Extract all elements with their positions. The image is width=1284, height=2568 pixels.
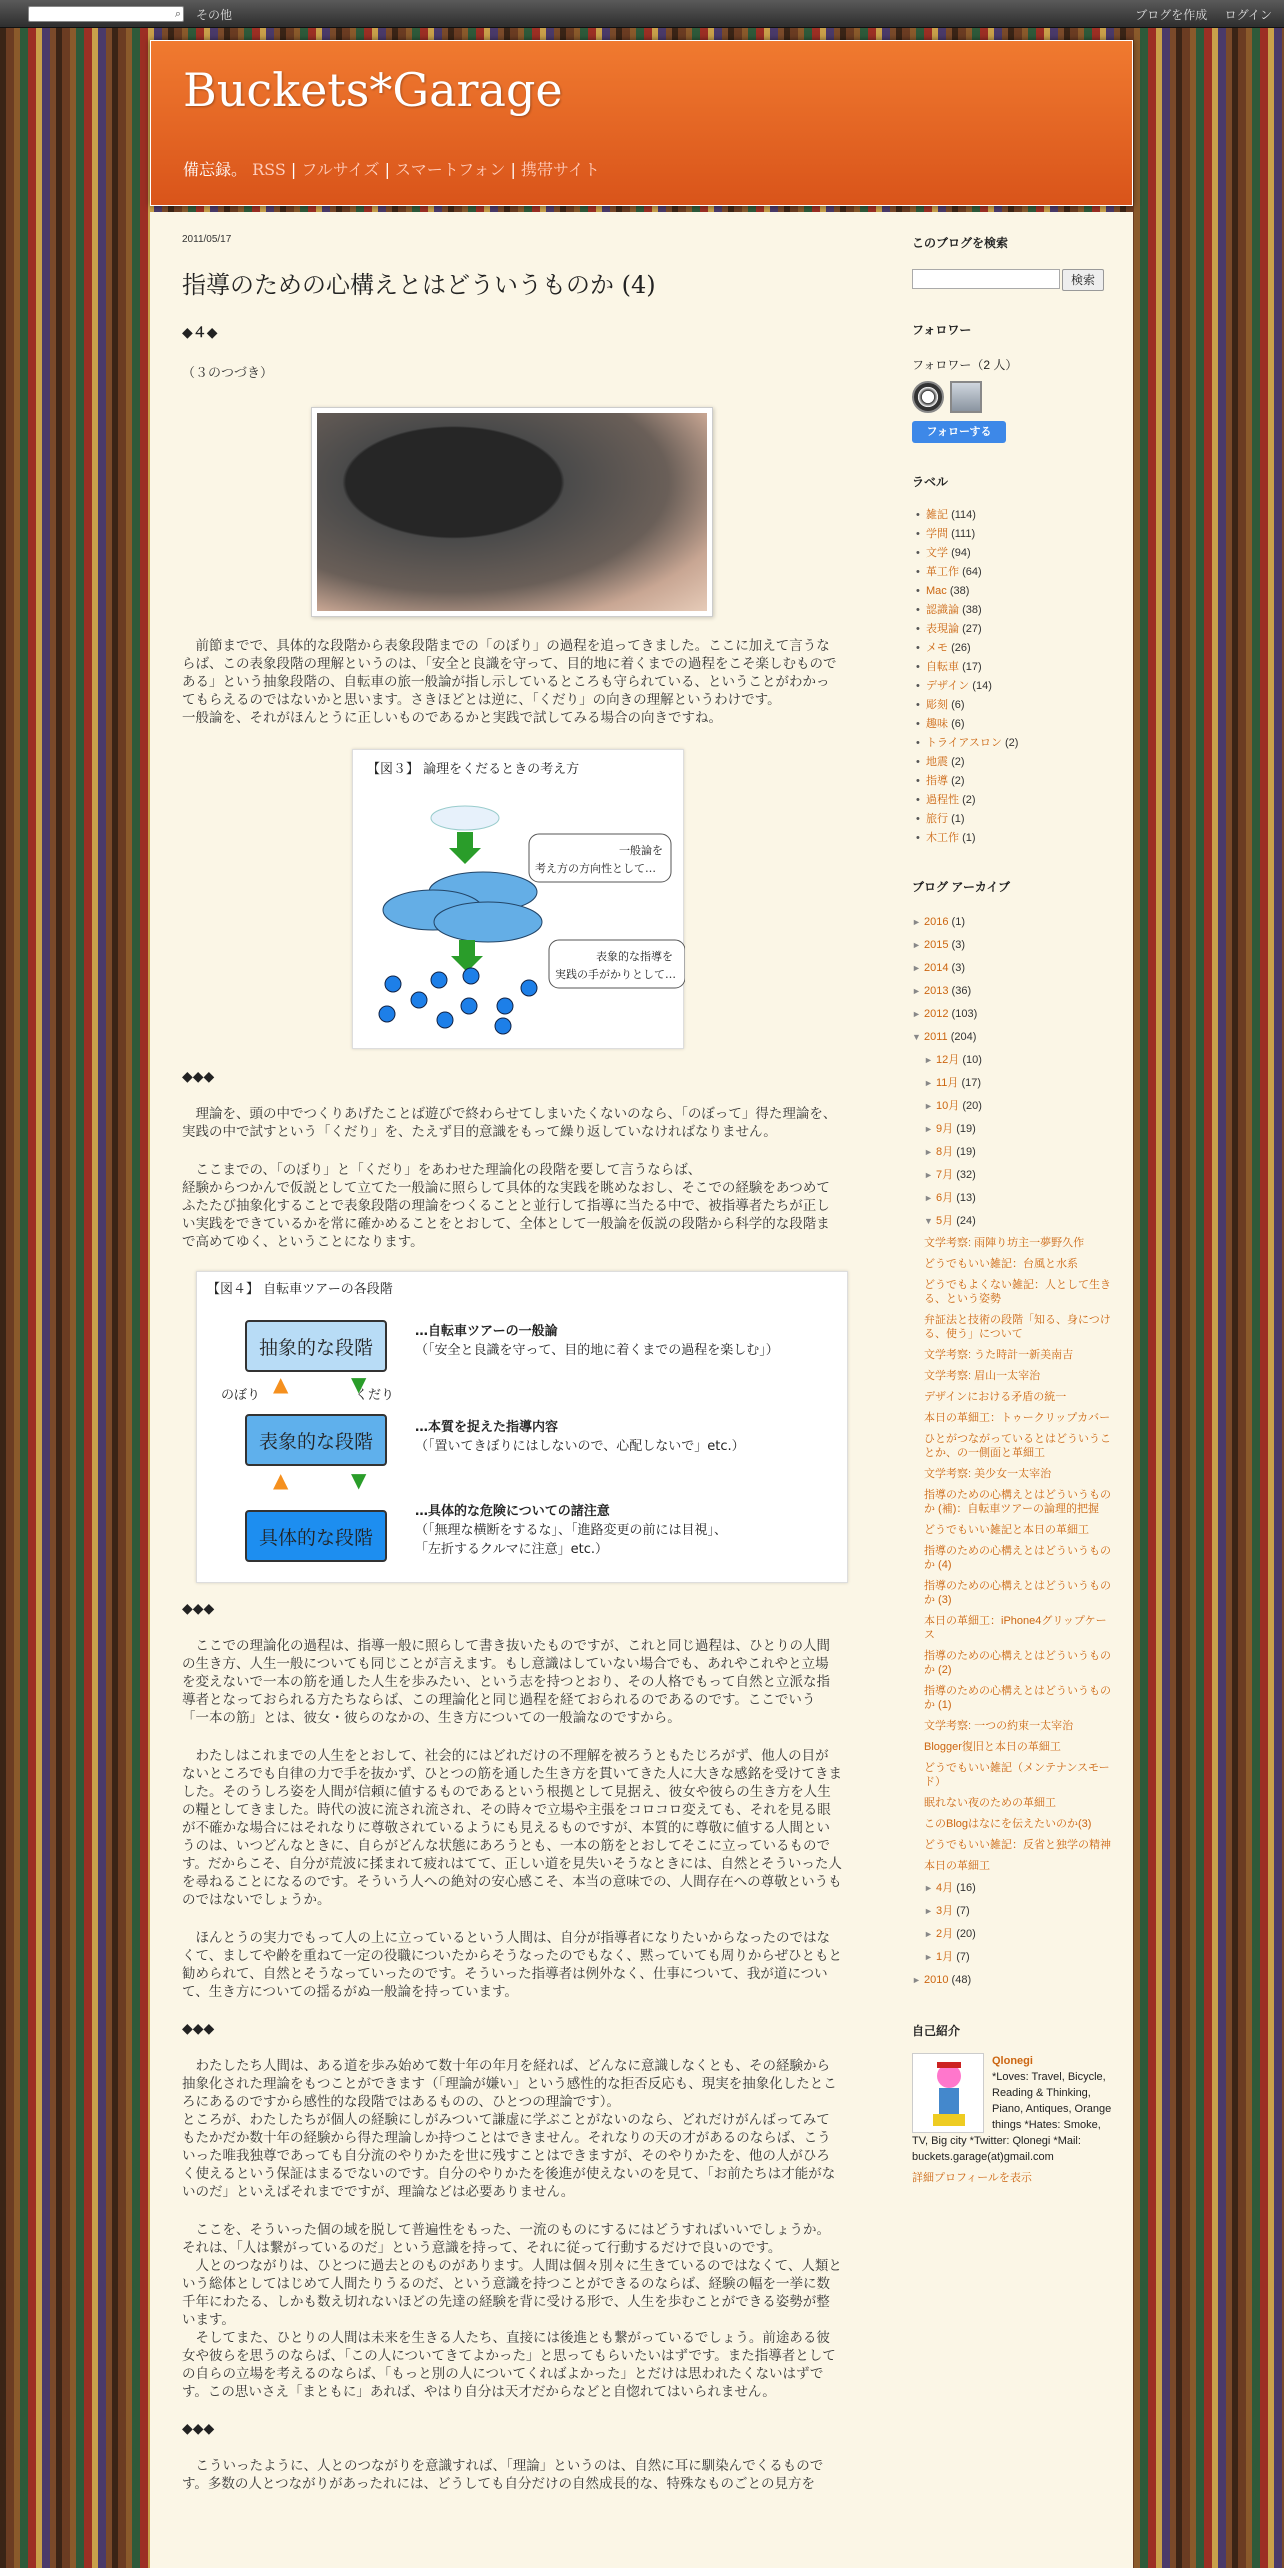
archive-month <box>924 1072 1112 1095</box>
section-mark: ◆◆◆ <box>182 2021 215 2037</box>
page-body <box>150 212 1133 2568</box>
paragraph: 理論を、頭の中でつくりあげたことば遊びで終わらせてしまいたくないのなら、「のぼって」得た理論を、実践の中で試すという「くだり」を、たえず目的意識をもって繰り返していなければなりません。 <box>182 1106 837 1140</box>
desc-title: …具体的な危険についての諸注意 <box>415 1504 610 1519</box>
post-link[interactable]: 指導のための心構えとはどういうものか (4) <box>924 1545 1111 1571</box>
mobile-link[interactable]: 携帯サイト <box>521 160 600 179</box>
archive-count: (103) <box>951 1008 978 1020</box>
archive-count: (48) <box>951 1974 972 1986</box>
photo-image <box>317 413 707 611</box>
label-count: (2) <box>951 756 965 768</box>
archive-year-link[interactable]: 2010 <box>924 1974 949 1986</box>
post-item <box>924 1429 1112 1464</box>
follower-avatar[interactable] <box>950 381 982 413</box>
archive-month <box>924 1049 1112 1072</box>
post-item <box>924 1485 1112 1520</box>
triangle-right-icon[interactable]: ► <box>912 940 921 950</box>
post-item <box>924 1576 1112 1611</box>
platypus-photo[interactable] <box>311 407 713 617</box>
post-item <box>924 1793 1112 1814</box>
label-link[interactable]: 地震 <box>926 756 948 768</box>
smartphone-link[interactable]: スマートフォン <box>395 160 506 179</box>
archive-month-link[interactable]: 7月 <box>936 1169 954 1181</box>
up-arrow-icon: ▲ <box>273 1372 289 1396</box>
down-arrow-icon: ▼ <box>351 1372 367 1396</box>
post-link[interactable]: 弁証法と技術の段階「知る、身につける、使う」について <box>924 1314 1111 1340</box>
month-list <box>912 1049 1112 1969</box>
label-count: (38) <box>962 604 982 616</box>
post-item <box>924 1681 1112 1716</box>
label-link[interactable]: 過程性 <box>926 794 959 806</box>
desc-text: 備忘録。 <box>183 160 248 179</box>
triangle-right-icon[interactable]: ► <box>924 1055 933 1065</box>
profile-link[interactable]: 詳細プロフィールを表示 <box>912 2172 1032 2184</box>
section-mark: ◆◆◆ <box>182 2421 215 2437</box>
widget-title: このブログを検索 <box>912 236 1009 250</box>
section-mark: ◆４◆ <box>182 325 218 341</box>
label-count: (27) <box>962 623 982 635</box>
archive-month <box>924 1141 1112 1164</box>
post-item <box>924 1464 1112 1485</box>
post-link[interactable]: どうでもいい雑記：反省と独学の精神 <box>924 1839 1111 1851</box>
label-item <box>912 696 1112 715</box>
post-item <box>924 1646 1112 1681</box>
figure-4[interactable] <box>196 1271 848 1583</box>
archive-month-link[interactable]: 10月 <box>936 1100 960 1112</box>
bubble-text: 一般論を <box>619 844 663 857</box>
post-list <box>924 1233 1112 1877</box>
label-item <box>912 734 1112 753</box>
archive-year-link[interactable]: 2016 <box>924 916 949 928</box>
archive-month-link[interactable]: 12月 <box>936 1054 960 1066</box>
figure-3[interactable] <box>352 749 684 1049</box>
archive-count: (24) <box>956 1215 976 1227</box>
desc-body: （「置いてきぼりにはしないので、心配しないで」etc.） <box>415 1439 745 1454</box>
archive-count: (32) <box>956 1169 976 1181</box>
archive-count: (3) <box>951 939 965 951</box>
label-count: (1) <box>951 813 965 825</box>
concrete-stage-box: 具体的な段階 <box>245 1510 387 1562</box>
triangle-right-icon[interactable]: ► <box>924 1883 933 1893</box>
post-link[interactable]: ひとがつながっているとはどういうことか、の一側面と革細工 <box>924 1433 1111 1459</box>
archive-count: (3) <box>951 962 965 974</box>
navbar-search-input[interactable] <box>28 6 184 22</box>
post-link[interactable]: 文学考察: 美少女一太宰治 <box>924 1468 1052 1480</box>
widget-title: ラベル <box>912 475 949 489</box>
label-item <box>912 715 1112 734</box>
triangle-right-icon[interactable]: ► <box>912 963 921 973</box>
sep: | <box>290 160 297 179</box>
post-link[interactable]: 文学考察: 一つの約束一太宰治 <box>924 1720 1074 1732</box>
post-link[interactable]: どうでもいい雑記と本日の革細工 <box>924 1524 1089 1536</box>
label-count: (64) <box>962 566 982 578</box>
post-link[interactable]: どうでもいい雑記（メンテナンスモード） <box>924 1762 1110 1788</box>
archive-month <box>924 1877 1112 1900</box>
label-link[interactable]: 革工作 <box>926 566 959 578</box>
paragraph: ここまでの、「のぼり」と「くだり」をあわせた理論化の段階を要して言うならば、 経験からつかんで仮説として立てた一般論に照らして具体的な実践を眺めなおし、そこでの経験をあつめてふたたび抽象化することで表象段階の理論をつくることと並行して指導に当たる中で、被指導者たちが正しい実践をできているかを常に確かめることをとおして、全体として一般論を仮説の段階から科学的な段階まで高めてゆく、ということになります。 <box>182 1162 830 1250</box>
paragraph: ほんとうの実力でもって人の上に立っているという人間は、自分が指導者になりたいからなったのではなくて、ましてや齢を重ねて一定の役職についたからそうなったのでもなく、黙っていても周りからぜひともと勧められて、自然とそうなっていったのです。そういった指導者は例外なく、仕事について、我が道について、生き方についての揺るがぬ一般論を持っています。 <box>182 1930 842 2000</box>
archive-year <box>912 980 1112 1003</box>
triangle-right-icon[interactable]: ► <box>924 1078 933 1088</box>
archive-count: (16) <box>956 1882 976 1894</box>
continued-note: （３のつづき） <box>182 366 274 381</box>
label-link[interactable]: 表現論 <box>926 623 959 635</box>
bubble-text: 実践の手がかりとして… <box>555 968 676 981</box>
triangle-right-icon[interactable]: ► <box>924 1170 933 1180</box>
archive-month <box>924 1118 1112 1141</box>
blog-header <box>150 40 1133 206</box>
archive-count: (36) <box>951 985 972 997</box>
post-link[interactable]: 指導のための心構えとはどういうものか (補)：自転車ツアーの論理的把握 <box>924 1489 1111 1515</box>
label-link[interactable]: 学問 <box>926 528 948 540</box>
paragraph: わたしたち人間は、ある道を歩み始めて数十年の年月を経れば、どんなに意識しなくとも、その経験から抽象化された理論をもつことができます（「理論が嫌い」という感性的な拒否反応も、現実を抽象化したところにあるのですから感性的な段階ではあるものの、ひとつの理論です）。 ところが、わたしたちが個人の経験にしがみついて謙虚に学ぶことがないのなら、どれだけがんばってみてもたかだか数十年の経験から得た理論しか持つことはできません。それなりの天の才があるのならば、こういった唯我独尊であっても自分流のやりかたを世に残すことはできますが、そのやりかたを、他の人がひろく使えるという保証はまるでないのです。自分のやりかたを後進が使えないのを見て、「お前たちは才能がないのだ」といえばそれまでですが、理論などは必要ありません。 <box>182 2058 837 2200</box>
archive-year-link[interactable]: 2014 <box>924 962 949 974</box>
widget-title: 自己紹介 <box>912 2024 961 2038</box>
rss-link[interactable]: RSS <box>252 160 286 179</box>
archive-month-link[interactable]: 2月 <box>936 1928 954 1940</box>
blog-title[interactable]: Buckets*Garage <box>183 63 563 117</box>
archive-count: (10) <box>962 1054 982 1066</box>
label-item <box>912 639 1112 658</box>
fig3-diagram <box>353 750 685 1050</box>
post-item <box>924 1366 1112 1387</box>
archive-year-link[interactable]: 2011 <box>924 1031 948 1043</box>
label-link[interactable]: 自転車 <box>926 661 959 673</box>
section-mark: ◆◆◆ <box>182 1601 215 1617</box>
navbar-more-menu[interactable]: その他 <box>196 8 233 22</box>
cloud-icon <box>431 806 499 830</box>
archive-count: (13) <box>956 1192 976 1204</box>
post-item <box>924 1387 1112 1408</box>
archive-year <box>912 934 1112 957</box>
create-blog-link[interactable]: ブログを作成 <box>1135 8 1208 22</box>
post-link[interactable]: 指導のための心構えとはどういうものか (2) <box>924 1650 1111 1676</box>
label-link[interactable]: メモ <box>926 642 948 654</box>
post-item <box>924 1611 1112 1646</box>
label-item <box>912 582 1112 601</box>
profile-name[interactable]: Qlonegi <box>992 2055 1033 2067</box>
post-item <box>924 1233 1112 1254</box>
label-count: (14) <box>972 680 992 692</box>
stage-description <box>415 1322 779 1360</box>
label-link[interactable]: トライアスロン <box>926 737 1002 749</box>
post-item <box>924 1814 1112 1835</box>
followers-widget <box>912 321 1112 443</box>
archive-month <box>924 1923 1112 1946</box>
label-item <box>912 810 1112 829</box>
section-mark: ◆◆◆ <box>182 1069 215 1085</box>
archive-year <box>912 957 1112 980</box>
search-icon[interactable]: ⌕ <box>174 7 181 20</box>
post-item <box>924 1310 1112 1345</box>
post-date: 2011/05/17 <box>182 234 232 245</box>
triangle-right-icon[interactable]: ► <box>924 1929 933 1939</box>
labels-list <box>912 506 1112 848</box>
post-link[interactable]: 本日の革細工：トゥークリップカバー <box>924 1412 1111 1424</box>
post-link[interactable]: 指導のための心構えとはどういうものか (1) <box>924 1685 1111 1711</box>
up-label: のぼり <box>221 1388 261 1403</box>
post-link[interactable]: デザインにおける矛盾の統一 <box>924 1391 1067 1403</box>
archive-month-link[interactable]: 8月 <box>936 1146 954 1158</box>
paragraph: ここを、そういった個の域を脱して普遍性をもった、一流のものにするにはどうすればいいでしょうか。それは、「人は繋がっているのだ」という意識を持って、それに従って行動するだけで良いのです。 人とのつながりは、ひとつに過去とのものがあります。人間は個々別々に生きているのではなくて、人類という総体としてはじめて人間たりうるのだ、という意識を持つことができるのならば、経験の幅を一挙に数千年にわたる、しかも数え切れないほどの先達の経験を背に受ける形で、人生を歩むことができる姿勢が整います。 そしてまた、ひとりの人間は未来を生きる人たち、直接には後進とも繋がっているでしょう。前途ある彼女や彼らを思うのならば、「この人についてきてよかった」と思ってもらいたいはずです。また指導者としての自らの立場を考えるのならば、「もっと別の人についてくればよかった」とだけは思われたくないはずです。この思いさえ「まともに」あれば、やはり自分は天才だからなどと自惚れてはいられません。 <box>182 2222 842 2400</box>
search-button[interactable]: 検索 <box>1062 269 1104 291</box>
label-item <box>912 620 1112 639</box>
label-item <box>912 677 1112 696</box>
triangle-right-icon[interactable]: ► <box>924 1906 933 1916</box>
label-link[interactable]: 指導 <box>926 775 948 787</box>
triangle-down-icon[interactable]: ▼ <box>912 1032 921 1042</box>
archive-month <box>924 1187 1112 1210</box>
post-title[interactable]: 指導のための心構えとはどういうものか (4) <box>182 271 656 299</box>
desc-title: …自転車ツアーの一般論 <box>415 1324 558 1339</box>
post-link[interactable]: 文学考察: 眉山一太宰治 <box>924 1370 1041 1382</box>
archive-count: (7) <box>956 1951 970 1963</box>
archive-month-link[interactable]: 6月 <box>936 1192 954 1204</box>
archive-year-link[interactable]: 2013 <box>924 985 949 997</box>
archive-count: (19) <box>956 1123 976 1135</box>
post-item <box>924 1541 1112 1576</box>
archive-month <box>924 1095 1112 1118</box>
bubble-text: 考え方の方向性として… <box>535 862 656 875</box>
post-item <box>924 1737 1112 1758</box>
label-count: (38) <box>949 585 970 597</box>
widget-title: フォロワー <box>912 323 972 337</box>
fullsize-link[interactable]: フルサイズ <box>301 160 380 179</box>
archive-month <box>924 1210 1112 1233</box>
label-item <box>912 525 1112 544</box>
label-count: (26) <box>951 642 971 654</box>
archive-count: (17) <box>961 1077 982 1089</box>
label-item <box>912 506 1112 525</box>
paragraph: 前節までで、具体的な段階から表象段階までの「のぼり」の過程を追ってきました。ここに加えて言うならば、この表象段階の理解というのは、「安全と良識を守って、目的地に着くまでの過程をこそ楽しむものである」という抽象段階の、自転車の旅一般論が指し示しているところも守られている、ということがわかってもらえるのではないかと思います。さきほどとは逆に、「くだり」の向きの理解というわけです。 一般論を、それがほんとうに正しいものであるかと実践で試してみる場合の向きですね。 <box>182 638 837 726</box>
archive-count: (20) <box>956 1928 976 1940</box>
label-count: (111) <box>951 528 976 540</box>
triangle-right-icon[interactable]: ► <box>924 1952 933 1962</box>
label-item <box>912 772 1112 791</box>
archive-month-link[interactable]: 3月 <box>936 1905 954 1917</box>
label-link[interactable]: 趣味 <box>926 718 948 730</box>
desc-body: 「左折するクルマに注意」etc.） <box>415 1542 608 1557</box>
archive-count: (1) <box>951 916 965 928</box>
profile-avatar[interactable] <box>912 2053 984 2133</box>
blogger-navbar <box>0 0 1284 28</box>
figure-caption: 【図３】 論理をくだるときの考え方 <box>367 762 580 777</box>
labels-widget <box>912 473 1112 848</box>
bubble-text: 表象的な指導を <box>596 950 673 963</box>
label-count: (2) <box>1004 737 1019 749</box>
up-arrow-icon: ▲ <box>273 1468 289 1492</box>
label-link[interactable]: デザイン <box>926 680 970 692</box>
post-link[interactable]: 本日の革細工：iPhone4グリップケース <box>924 1615 1107 1641</box>
archive-year-link[interactable]: 2012 <box>924 1008 949 1020</box>
profile-description: *Loves: Travel, Bicycle, Reading & Thinking, Piano, Antiques, Orange things *Hates: Smoke, TV, Big city *Twitter: Qlonegi *Mail: buckets.garage(at)gmail.com <box>912 2071 1112 2163</box>
triangle-right-icon[interactable]: ► <box>924 1124 933 1134</box>
label-count: (114) <box>951 509 976 521</box>
archive-month <box>924 1946 1112 1969</box>
main-column <box>182 234 842 2493</box>
post-item <box>924 1520 1112 1541</box>
archive-count: (20) <box>962 1100 982 1112</box>
post-item <box>924 1758 1112 1793</box>
sidebar <box>912 234 1112 2215</box>
followers-count: フォロワー（2 人） <box>912 358 1018 372</box>
sep: | <box>384 160 390 179</box>
post-link[interactable]: どうでもいい雑記：台風と水系 <box>924 1258 1078 1270</box>
label-link[interactable]: Mac <box>926 585 947 597</box>
triangle-right-icon[interactable]: ► <box>912 1009 921 1019</box>
archive-year <box>912 911 1112 934</box>
label-item <box>912 563 1112 582</box>
archive-month <box>924 1164 1112 1187</box>
post-link[interactable]: 指導のための心構えとはどういうものか (3) <box>924 1580 1111 1606</box>
post-item <box>924 1835 1112 1856</box>
post-link[interactable]: 眠れない夜のための革細工 <box>924 1797 1056 1809</box>
post-link[interactable]: 文学考察: 雨陣り坊主一夢野久作 <box>924 1237 1085 1249</box>
label-link[interactable]: 文学 <box>926 547 948 559</box>
post-item <box>924 1856 1112 1877</box>
down-label: くだり <box>355 1388 395 1403</box>
label-item <box>912 544 1112 563</box>
archive-month-link[interactable]: 9月 <box>936 1123 954 1135</box>
post-link[interactable]: 本日の革細工 <box>924 1860 990 1872</box>
triangle-right-icon[interactable]: ► <box>924 1193 933 1203</box>
archive-month-link[interactable]: 4月 <box>936 1882 954 1894</box>
label-item <box>912 791 1112 810</box>
archive-year-link[interactable]: 2015 <box>924 939 949 951</box>
archive-month <box>924 1900 1112 1923</box>
navbar-right <box>1121 6 1272 23</box>
stage-description <box>415 1502 727 1559</box>
post-item <box>924 1275 1112 1310</box>
figure-caption: 【図４】 自転車ツアーの各段階 <box>207 1282 393 1297</box>
paragraph: わたしはこれまでの人生をとおして、社会的にはどれだけの不理解を被ろうともたじろがず、他人の目がないところでも自律の力で手を抜かず、ひとつの筋を通した生き方を貫いてきた人に大きな感銘を受けてきました。そのうしろ姿を人間が信頼に値するものであるという根拠として見据え、彼女や彼らの生き方を人生の糧としてきました。時代の波に流され流され、その時々で立場や主張をコロコロ変えても、それを見る眼が不確かな場合にはそれなりに尊敬されているようにも見えるものですが、本質的に尊敬に値する人間というのは、いつどんなときに、自らがどんな状態にあろうとも、一本の筋をとおしてそこに立っているものです。だからこそ、自分が荒波に揉まれて疲れはてて、正しい道を見失いそうなときには、自然とそういった人を尋ねることになるのです。そういう人への絶対の安心感こそ、本当の意味での、人間存在への尊敬というものではないでしょうか。 <box>182 1748 843 1908</box>
label-count: (94) <box>951 547 971 559</box>
label-item <box>912 753 1112 772</box>
genie-icon <box>913 2054 984 2133</box>
triangle-right-icon[interactable]: ► <box>912 1975 921 1985</box>
archive-year <box>912 1026 1112 1049</box>
label-item <box>912 658 1112 677</box>
triangle-right-icon[interactable]: ► <box>912 917 921 927</box>
sep: | <box>510 160 516 179</box>
follow-button[interactable]: フォローする <box>912 421 1006 443</box>
widget-title: ブログ アーカイブ <box>912 880 1011 894</box>
blog-search-input[interactable] <box>912 269 1060 289</box>
archive-month-link[interactable]: 1月 <box>936 1951 954 1963</box>
desc-body: （「無理な横断をするな」、「進路変更の前には目視」、 <box>415 1523 728 1538</box>
label-link[interactable]: 認識論 <box>926 604 959 616</box>
label-link[interactable]: 木工作 <box>926 832 959 844</box>
label-count: (2) <box>962 794 976 806</box>
down-arrow-icon: ▼ <box>351 1468 367 1492</box>
abstract-stage-box: 抽象的な段階 <box>245 1320 387 1372</box>
desc-body: （「安全と良識を守って、目的地に着くまでの過程を楽しむ」） <box>415 1343 779 1358</box>
representational-stage-box: 表象的な段階 <box>245 1414 387 1466</box>
post-link[interactable]: 文学考察: うた時計一新美南吉 <box>924 1349 1074 1361</box>
paragraph: ここでの理論化の過程は、指導一般に照らして書き抜いたものですが、これと同じ過程は、ひとりの人間の生き方、人生一般についても同じことが言えます。もし意識はしていない場合でも、あれやこれやと立場を変えないで一本の筋を通した人生を歩みたい、という志を持つとおり、その人格でもって自然と立派な指導者となっておられる方たちならば、この理論化と同じ過程を経ておられるのであるのです。ここでいう「一本の筋」とは、彼女・彼らのなかの、生き方についての一般論なのですから。 <box>182 1638 830 1726</box>
post-link[interactable]: どうでもよくない雑記：人として生きる、という姿勢 <box>924 1279 1111 1305</box>
follower-avatar[interactable] <box>912 381 944 413</box>
paragraph: こういったように、人とのつながりを意識すれば、「理論」というのは、自然に耳に馴染んでくるものです。多数の人とつながりがあったれには、どうしても自分だけの自然成長的な、特殊なものごとの見方を <box>182 2458 824 2492</box>
label-item <box>912 601 1112 620</box>
label-count: (2) <box>951 775 965 787</box>
label-link[interactable]: 雑記 <box>926 509 948 521</box>
archive-month-link[interactable]: 5月 <box>936 1215 954 1227</box>
label-count: (1) <box>962 832 976 844</box>
triangle-right-icon[interactable]: ► <box>924 1101 933 1111</box>
post-item <box>924 1345 1112 1366</box>
archive-month-link[interactable]: 11月 <box>936 1077 959 1089</box>
post-item <box>924 1254 1112 1275</box>
profile-widget <box>912 2022 1112 2185</box>
label-link[interactable]: 彫刻 <box>926 699 948 711</box>
label-link[interactable]: 旅行 <box>926 813 948 825</box>
profile-box <box>912 2053 1112 2185</box>
archive-year <box>912 1003 1112 1026</box>
label-item <box>912 829 1112 848</box>
triangle-down-icon[interactable]: ▼ <box>924 1216 933 1226</box>
desc-title: …本質を捉えた指導内容 <box>415 1420 559 1435</box>
search-widget <box>912 234 1112 291</box>
archive-widget <box>912 878 1112 1992</box>
stage-description <box>415 1418 745 1456</box>
login-link[interactable]: ログイン <box>1224 8 1272 22</box>
blog-description <box>183 157 600 180</box>
post-item <box>924 1408 1112 1429</box>
archive-count: (204) <box>950 1031 977 1043</box>
post-link[interactable]: このBlogはなにを伝えたいのか(3) <box>924 1818 1092 1830</box>
post-link[interactable]: Blogger復旧と本日の革細工 <box>924 1741 1061 1753</box>
archive-list <box>912 911 1112 1992</box>
triangle-right-icon[interactable]: ► <box>924 1147 933 1157</box>
triangle-right-icon[interactable]: ► <box>912 986 921 996</box>
post-item <box>924 1716 1112 1737</box>
archive-year <box>912 1969 1112 1992</box>
label-count: (17) <box>962 661 982 673</box>
label-count: (6) <box>951 718 965 730</box>
archive-count: (19) <box>956 1146 976 1158</box>
label-count: (6) <box>951 699 965 711</box>
archive-count: (7) <box>956 1905 970 1917</box>
